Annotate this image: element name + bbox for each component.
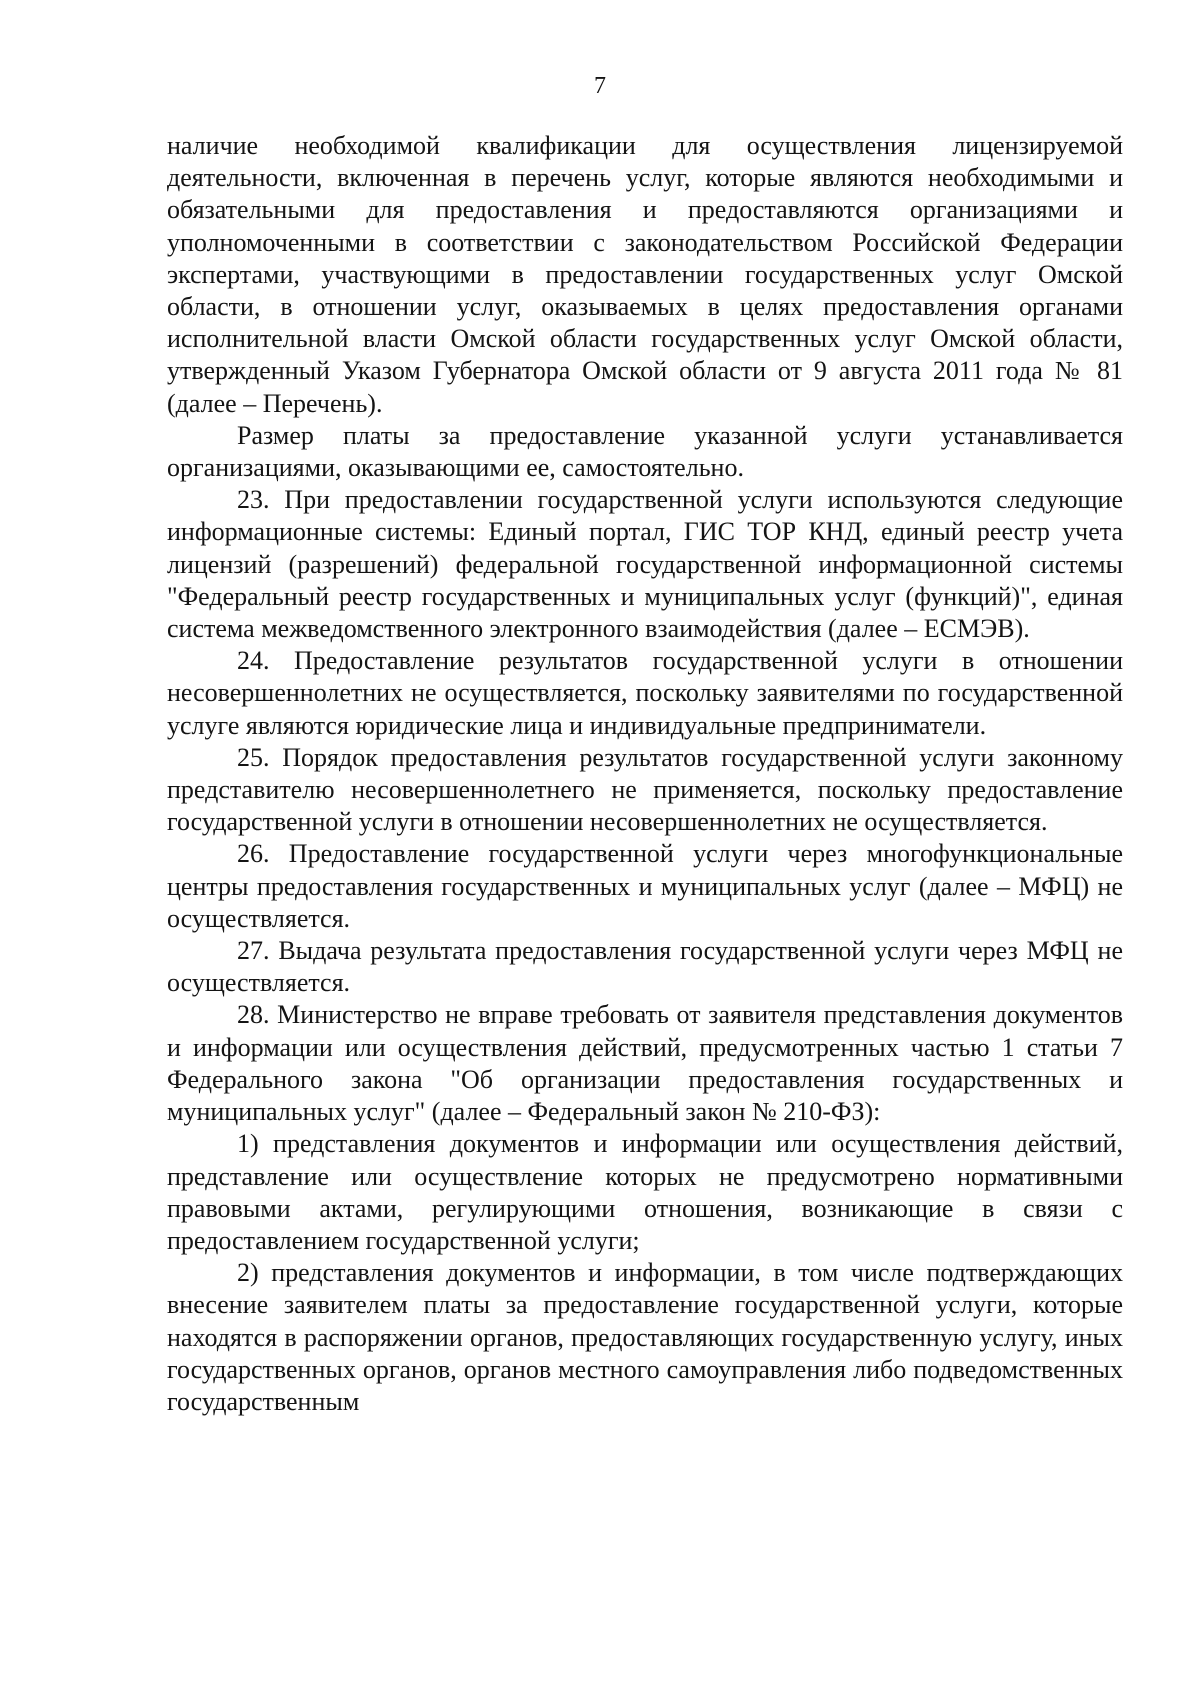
paragraph-24-minors: 24. Предоставление результатов государственной услуги в отношении несовершеннолетних не осуществляется, поскольку заявителями по государственной услуге являются юридические лица и индивидуальные предприниматели. xyxy=(167,646,1123,740)
paragraph-27-mfc-result: 27. Выдача результата предоставления государственной услуги через МФЦ не осуществляется. xyxy=(167,936,1123,998)
document-body xyxy=(167,130,1123,1418)
paragraph-28-item-2: 2) представления документов и информации, в том числе подтверждающих внесение заявителем платы за предоставление государственной услуги, которые находятся в распоряжении органов, предоставляющих государственную услугу, иных государственных органов, органов местного самоуправления либо подведомственных государственным xyxy=(167,1258,1123,1416)
paragraph-qualification: наличие необходимой квалификации для осуществления лицензируемой деятельности, включенная в перечень услуг, которые являются необходимыми и обязательными для предоставления и предоставляются организациями и уполномоченными в соответствии с законодательством Российской Федерации экспертами, участвующими в предоставлении государственных услуг Омской области, в отношении услуг, оказываемых в целях предоставления органами исполнительной власти Омской области государственных услуг Омской области, утвержденный Указом Губернатора Омской области от 9 августа 2011 года № 81 (далее – Перечень). xyxy=(167,131,1123,418)
paragraph-23-information-systems: 23. При предоставлении государственной услуги используются следующие информационные системы: Единый портал, ГИС ТОР КНД, единый реестр учета лицензий (разрешений) федеральной государственной информационной системы "Федеральный реестр государственных и муниципальных услуг (функций)", единая система межведомственного электронного взаимодействия (далее – ЕСМЭВ). xyxy=(167,485,1123,644)
paragraph-28-ministry-restrictions: 28. Министерство не вправе требовать от заявителя представления документов и информации или осуществления действий, предусмотренных частью 1 статьи 7 Федерального закона "Об организации предоставления государственных и муниципальных услуг" (далее – Федеральный закон № 210-ФЗ): xyxy=(167,1000,1123,1127)
paragraph-fee-size: Размер платы за предоставление указанной услуги устанавливается организациями, оказывающими ее, самостоятельно. xyxy=(167,420,1123,483)
paragraph-26-mfc-service: 26. Предоставление государственной услуги через многофункциональные центры предоставления государственных и муниципальных услуг (далее – МФЦ) не осуществляется. xyxy=(167,839,1123,933)
paragraph-28-item-1: 1) представления документов и информации или осуществления действий, представление или осуществление которых не предусмотрено нормативными правовыми актами, регулирующими отношения, возникающие в связи с предоставлением государственной услуги; xyxy=(167,1129,1123,1255)
paragraph-25-legal-representative: 25. Порядок предоставления результатов государственной услуги законному представителю несовершеннолетнего не применяется, поскольку предоставление государственной услуги в отношении несовершеннолетних не осуществляется. xyxy=(167,742,1123,837)
page-number: 7 xyxy=(594,73,606,99)
